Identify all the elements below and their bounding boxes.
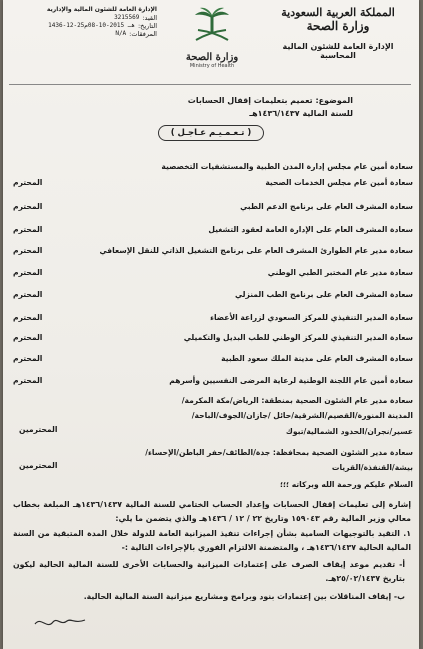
header-divider bbox=[9, 84, 411, 85]
addressee-honorific: المحترم bbox=[13, 290, 43, 299]
reference-label: القيد: bbox=[142, 14, 157, 22]
addressee-row bbox=[13, 376, 413, 385]
governorates-line-1: سعادة مدير الشئون الصحية بمحافظة: جدة/الطائف/حفر الباطن/الإحساء/ bbox=[145, 448, 413, 457]
subject-block bbox=[23, 94, 353, 120]
greeting: السلام عليكم ورحمة الله وبركاته ؛؛؛ bbox=[279, 480, 413, 489]
directorates-honorific: المحترمين bbox=[19, 425, 58, 434]
addressee-honorific: المحترم bbox=[13, 313, 43, 322]
date-label: التاريخ: bbox=[137, 22, 157, 30]
department-name: المحاسبة bbox=[320, 51, 356, 60]
admin-name: الإدارة العامة للشئون المالية bbox=[282, 42, 394, 51]
addressee-name: سعادة أمين عام مجلس الخدمات الصحية bbox=[265, 178, 413, 187]
attachments-label: المرفقات: bbox=[129, 30, 157, 38]
governorates-honorific: المحترمين bbox=[19, 461, 58, 470]
directorates-line-2: المدينة المنورة/القصيم/الشرقية/حائل /جازان/الجوف/الباحة/ bbox=[191, 411, 413, 420]
document-page bbox=[3, 0, 419, 649]
reference-org: الإدارة العامة للشئون المالية والإدارية bbox=[46, 6, 157, 13]
addressee-name: سعادة أمين عام اللجنة الوطنية لرعاية المرضى النفسيين وأسرهم bbox=[169, 376, 413, 385]
logo-arabic-text: وزارة الصحة bbox=[185, 52, 239, 63]
body-paragraph: إشارة إلى تعليمات إقفال الحسابات وإعداد الحساب الختامي للسنة المالية ١٤٣٦/١٤٣٧هـ المبلغة بخطاب معالي وزير المالية رقم ١٥٩٠٤٣ وتاريخ ٢٢ / ١٢ / ١٤٣٦هـ والذي يتضمن ما يلي: bbox=[13, 500, 411, 523]
addressee-row bbox=[13, 162, 413, 171]
directorates-line-1: سعادة مدير عام الشئون الصحية بمنطقة: الرياض/مكة المكرمة/ bbox=[181, 396, 413, 405]
addressee-name: سعادة مدير عام الطوارئ المشرف العام على برنامج التشغيل الذاتي للنقل الإسعافي bbox=[99, 246, 413, 255]
addressee-row bbox=[13, 354, 413, 363]
addressee-honorific: المحترم bbox=[13, 225, 43, 234]
addressee-honorific: المحترم bbox=[13, 178, 43, 187]
instruction-item-1: ١. التقيد بالتوجيهات السامية بشأن إجراءات تنفيذ الميزانية العامة للدولة خلال المدة المتبقية من السنة المالية الحالية ١٤٣٦/١٤٣٧هـ ، والمتضمنة الالتزام الفوري بالإجراءات التالية :- bbox=[13, 529, 411, 552]
instruction-item-b: ب- إيقاف المناقلات بين إعتمادات بنود وبرامج ومشاريع ميزانية السنة المالية الحالية. bbox=[83, 592, 405, 601]
addressee-honorific: المحترم bbox=[13, 354, 43, 363]
attachments-row bbox=[7, 30, 157, 38]
addressee-name: سعادة المشرف العام على مدينة الملك سعود الطبية bbox=[221, 354, 413, 363]
addressee-row bbox=[13, 202, 413, 211]
addressee-name: سعادة المدير التنفيذي للمركز الوطني للطب البديل والتكميلي bbox=[183, 333, 413, 342]
urgent-circular-badge: ( تـعـمـيـم عـاجـل ) bbox=[158, 125, 264, 141]
reference-row bbox=[7, 14, 157, 22]
addressee-name: سعادة مدير عام المختبر الطبي الوطني bbox=[267, 268, 413, 277]
date-value: 1436-12-25هـ 2015-10-08م bbox=[48, 22, 135, 29]
addressee-honorific: المحترم bbox=[13, 202, 43, 211]
subject-line-2: للسنة المالية ١٤٣٦/١٤٣٧هـ bbox=[249, 109, 353, 118]
signature-mark bbox=[31, 612, 91, 634]
date-row bbox=[7, 22, 157, 30]
reference-value: 3215569 bbox=[114, 14, 140, 21]
ministry-name: وزارة الصحة bbox=[306, 19, 370, 33]
reference-block bbox=[7, 6, 157, 38]
addressee-honorific: المحترم bbox=[13, 376, 43, 385]
addressee-row bbox=[13, 333, 413, 342]
ministry-logo bbox=[177, 6, 247, 69]
logo-english-text: Ministry of Health bbox=[189, 63, 235, 69]
addressee-name: سعادة أمين عام مجلس إدارة المدن الطبية والمستشفيات التخصصية bbox=[161, 162, 413, 171]
addressee-honorific: المحترم bbox=[13, 268, 43, 277]
addressee-row bbox=[13, 268, 413, 277]
attachments-value: N/A bbox=[115, 30, 127, 37]
addressee-name: سعادة المشرف العام على برنامج الطب المنزلي bbox=[234, 290, 413, 299]
letterhead-right bbox=[263, 6, 413, 60]
addressee-row bbox=[13, 178, 413, 187]
addressee-row bbox=[13, 290, 413, 299]
addressee-row bbox=[13, 225, 413, 234]
addressee-row bbox=[13, 313, 413, 322]
palm-swords-emblem-icon bbox=[190, 6, 234, 46]
kingdom-name: المملكة العربية السعودية bbox=[281, 6, 395, 19]
addressee-honorific: المحترم bbox=[13, 333, 43, 342]
governorates-line-2: بيشة/القنفذة/القريات bbox=[331, 463, 413, 472]
directorates-line-3: عسير/نجران/الحدود الشمالية/تبوك bbox=[285, 427, 413, 436]
addressee-honorific: المحترم bbox=[13, 246, 43, 255]
subject-line-1: الموضوع: تعميم بتعليمات إقفال الحسابات bbox=[187, 96, 353, 105]
addressee-name: سعادة المشرف العام على برنامج الدعم الطبي bbox=[240, 202, 413, 211]
instruction-item-a: أ- تقديم موعد إيقاف الصرف على إعتمادات الميزانية والحسابات الأخرى للسنة المالية الحالية ليكون بتاريخ ٢٥/٠٢/١٤٣٧هـ. bbox=[13, 560, 405, 583]
addressee-name: سعادة المدير التنفيذي للمركز السعودي لزراعة الأعضاء bbox=[210, 313, 413, 322]
addressee-name: سعادة المشرف العام على الإدارة العامة لعقود التشغيل bbox=[208, 225, 413, 234]
addressee-row bbox=[13, 246, 413, 255]
